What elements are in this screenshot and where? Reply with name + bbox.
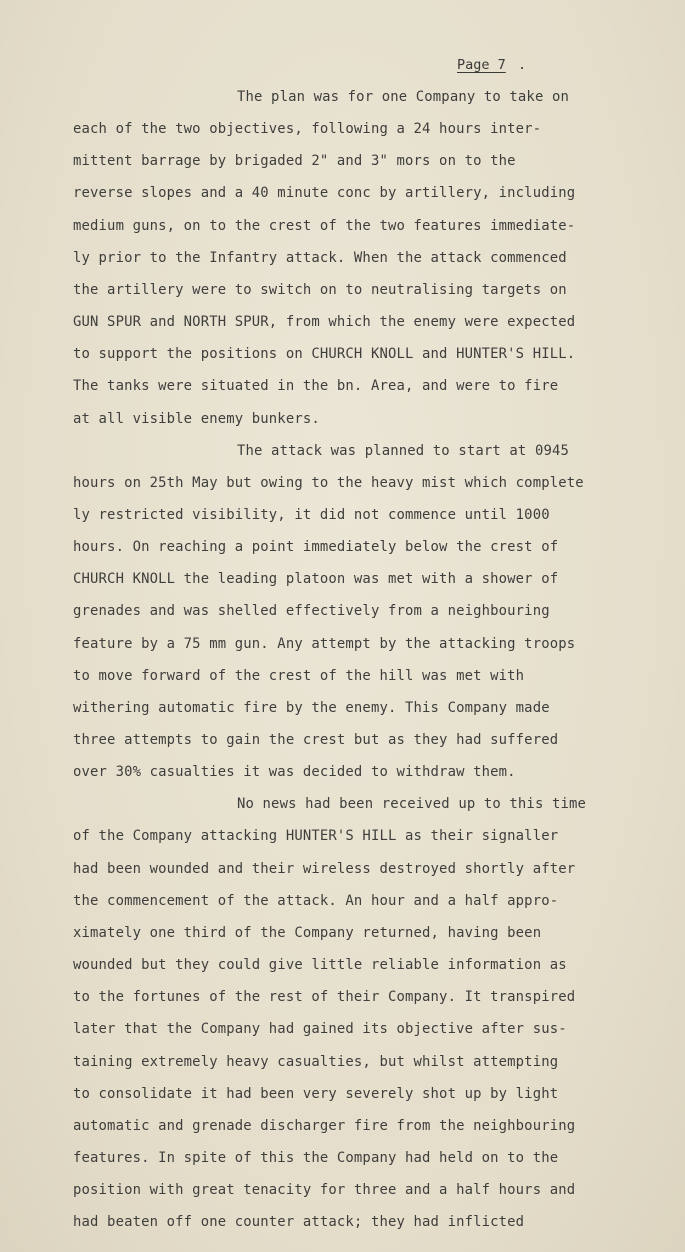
text-line: over 30% casualties it was decided to withdraw them.	[73, 764, 516, 781]
text-line: had been wounded and their wireless destroyed shortly after	[73, 860, 576, 877]
text-line: ly restricted visibility, it did not commence until 1000	[73, 506, 550, 523]
text-line: No news had been received up to this time	[237, 796, 587, 813]
text-line: to support the positions on CHURCH KNOLL and HUNTER'S HILL.	[73, 346, 576, 363]
text-line: hours on 25th May but owing to the heavy mist which complete	[73, 474, 584, 491]
text-line: to the fortunes of the rest of their Company. It transpired	[73, 989, 576, 1006]
text-line: had beaten off one counter attack; they had inflicted	[73, 1214, 525, 1231]
page-number: Page 7	[457, 57, 506, 73]
text-line: hours. On reaching a point immediately below the crest of	[73, 539, 559, 556]
text-line: mittent barrage by brigaded 2" and 3" mors on to the	[73, 153, 516, 170]
text-line: The attack was planned to start at 0945	[237, 442, 570, 459]
text-line: at all visible enemy bunkers.	[73, 410, 320, 427]
text-line: withering automatic fire by the enemy. This Company made	[73, 699, 550, 716]
page-number-suffix: .	[518, 57, 527, 73]
text-line: position with great tenacity for three and a half hours and	[73, 1182, 576, 1199]
text-line: taining extremely heavy casualties, but whilst attempting	[73, 1053, 559, 1070]
text-line: wounded but they could give little reliable information as	[73, 957, 567, 974]
text-line: GUN SPUR and NORTH SPUR, from which the enemy were expected	[73, 314, 576, 331]
text-line: reverse slopes and a 40 minute conc by artillery, including	[73, 185, 576, 202]
text-line: ximately one third of the Company returned, having been	[73, 924, 542, 941]
text-line: The tanks were situated in the bn. Area, and were to fire	[73, 378, 559, 395]
text-line: later that the Company had gained its objective after sus-	[73, 1021, 567, 1038]
text-line: automatic and grenade discharger fire from the neighbouring	[73, 1117, 576, 1134]
text-line: of the Company attacking HUNTER'S HILL as their signaller	[73, 828, 559, 845]
text-line: three attempts to gain the crest but as they had suffered	[73, 732, 559, 748]
text-line: medium guns, on to the crest of the two features immediate-	[73, 217, 576, 234]
text-line: grenades and was shelled effectively from a neighbouring	[73, 603, 550, 620]
text-line: CHURCH KNOLL the leading platoon was met with a shower of	[73, 571, 559, 588]
text-line: each of the two objectives, following a 24 hours inter-	[73, 121, 542, 138]
text-line: to move forward of the crest of the hill was met with	[73, 667, 525, 684]
text-line: features. In spite of this the Company had held on to the	[73, 1149, 559, 1166]
text-line: The plan was for one Company to take on	[237, 89, 570, 105]
text-line: feature by a 75 mm gun. Any attempt by the attacking troops	[73, 635, 576, 652]
text-line: the commencement of the attack. An hour and a half appro-	[73, 892, 559, 909]
text-line: to consolidate it had been very severely shot up by light	[73, 1085, 559, 1102]
text-line: the artillery were to switch on to neutralising targets on	[73, 281, 567, 298]
text-line: ly prior to the Infantry attack. When the attack commenced	[73, 249, 567, 266]
